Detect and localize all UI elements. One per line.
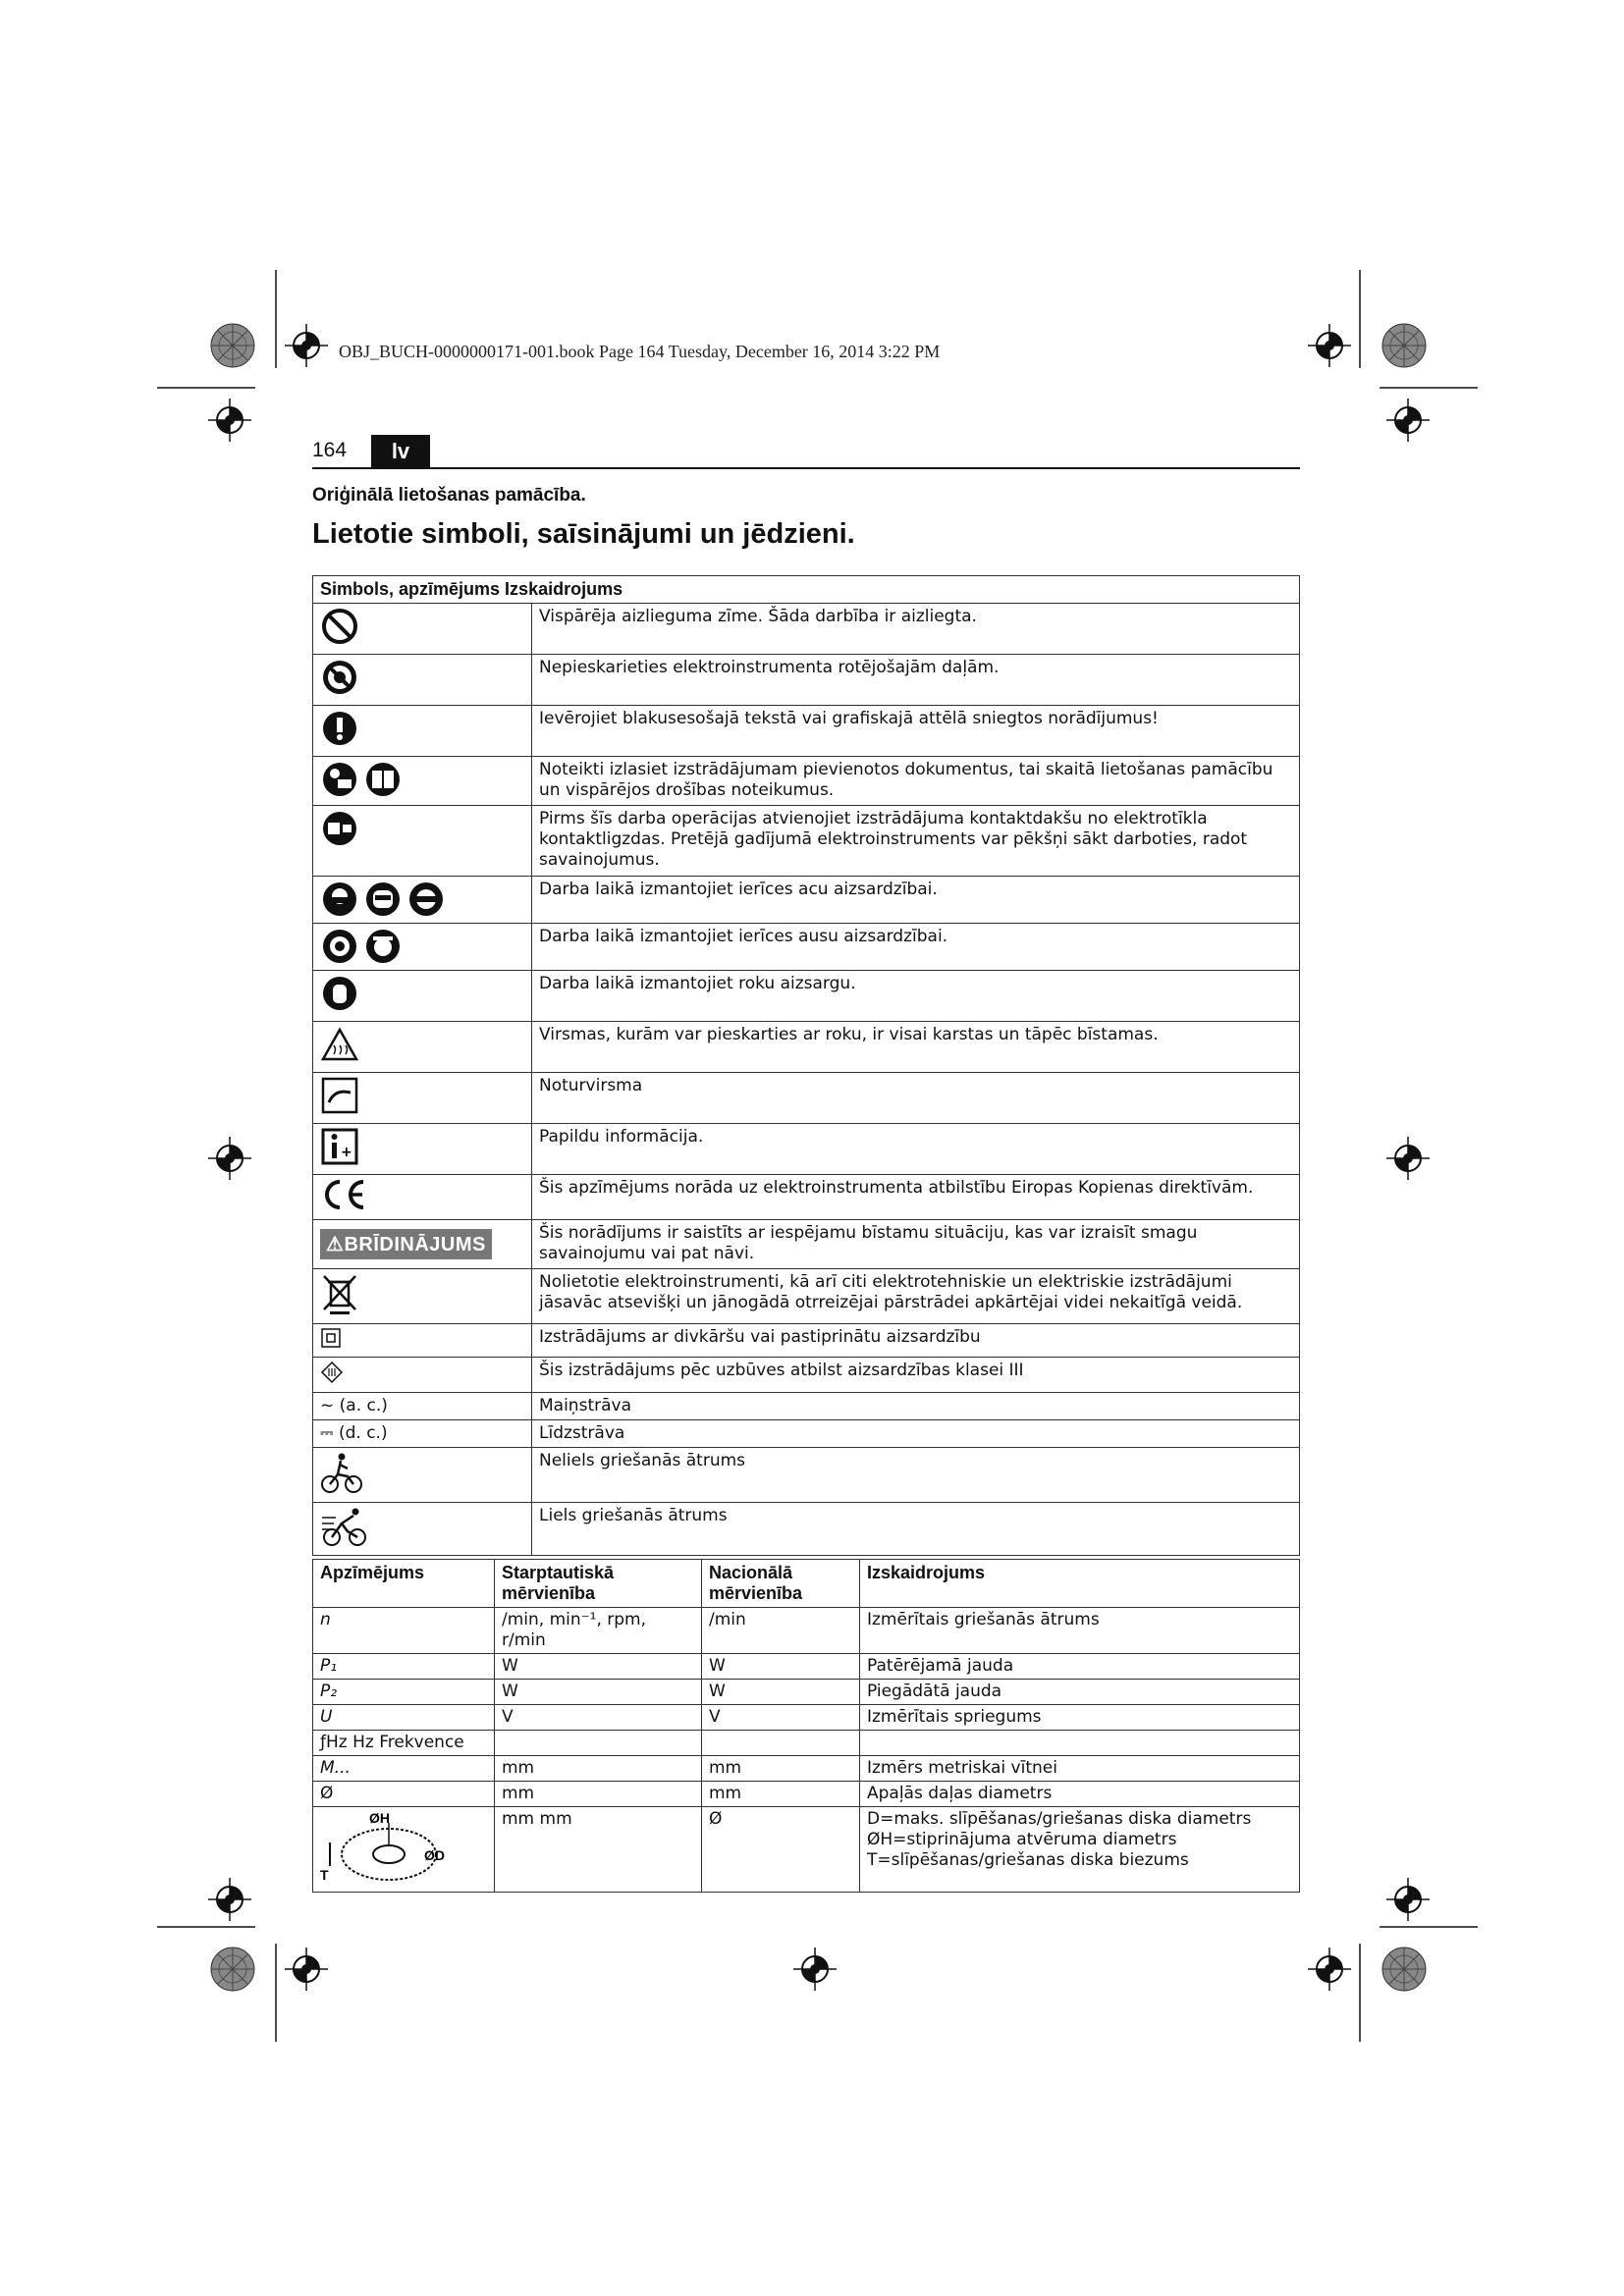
header-designation: Apzīmējums bbox=[313, 1560, 495, 1608]
table-row bbox=[313, 604, 1300, 655]
page-title: Lietotie simboli, saīsinājumi un jēdzieni. bbox=[312, 518, 855, 550]
face-shield-icon bbox=[363, 880, 403, 919]
rosette-mark bbox=[1382, 324, 1426, 367]
hot-surface-icon bbox=[320, 1025, 359, 1064]
description-cell: Vispārēja aizlieguma zīme. Šāda darbība ir aizliegta. bbox=[532, 604, 1300, 655]
description-cell: Izstrādājums ar divkāršu vai pastiprinātu aizsardzību bbox=[532, 1324, 1300, 1358]
symbol-cell bbox=[313, 1503, 532, 1556]
symbol-cell bbox=[313, 1358, 532, 1393]
table-row bbox=[313, 1608, 1300, 1654]
ear-muffs-icon bbox=[363, 927, 403, 966]
warning-badge: ⚠BRĪDINĀJUMS bbox=[320, 1229, 492, 1259]
target-mark bbox=[208, 1878, 251, 1921]
cell: mm bbox=[702, 1782, 860, 1807]
goggles-icon bbox=[406, 880, 446, 919]
file-info-line: OBJ_BUCH-0000000171-001.book Page 164 Tuesday, December 16, 2014 3:22 PM bbox=[339, 342, 941, 361]
grinding-disc-diagram bbox=[320, 1809, 458, 1884]
cell: mm bbox=[495, 1782, 702, 1807]
disc-explanation-cell bbox=[860, 1807, 1300, 1893]
cell: Izmērs metriskai vītnei bbox=[860, 1756, 1300, 1782]
disc-expl-line: D=maks. slīpēšanas/griešanas diska diametrs bbox=[867, 1809, 1252, 1829]
table-row bbox=[313, 1175, 1300, 1220]
no-touch-rotating-icon bbox=[320, 658, 359, 697]
symbol-cell bbox=[313, 1175, 532, 1220]
cell: ƒHz Hz Frekvence bbox=[313, 1731, 495, 1756]
description-cell: Noteikti izlasiet izstrādājumam pievienotos dokumentus, tai skaitā lietošanas pamācību un vispārējos drošības noteikumus. bbox=[532, 757, 1300, 806]
units-table bbox=[312, 1559, 1300, 1893]
description-cell: Šis apzīmējums norāda uz elektroinstrumenta atbilstību Eiropas Kopienas direktīvām. bbox=[532, 1175, 1300, 1220]
table-row bbox=[313, 1393, 1300, 1420]
disc-label-outer: ØD bbox=[424, 1847, 445, 1863]
table-row bbox=[313, 1073, 1300, 1124]
description-cell: Darba laikā izmantojiet ierīces acu aizsardzībai. bbox=[532, 877, 1300, 924]
units-table-header bbox=[313, 1560, 1300, 1608]
hand-protection-icon bbox=[320, 974, 359, 1013]
dc-symbol-cell: ⎓ (d. c.) bbox=[313, 1420, 532, 1448]
symbol-cell bbox=[313, 1269, 532, 1324]
description-cell: Nepieskarieties elektroinstrumenta rotējošajām daļām. bbox=[532, 655, 1300, 706]
table-row bbox=[313, 924, 1300, 971]
cell: mm mm bbox=[495, 1807, 702, 1893]
table-row bbox=[313, 1324, 1300, 1358]
description-cell: Līdzstrāva bbox=[532, 1420, 1300, 1448]
target-mark bbox=[1308, 324, 1351, 367]
cell: U bbox=[313, 1705, 495, 1731]
symbol-cell bbox=[313, 1324, 532, 1358]
table-row bbox=[313, 1358, 1300, 1393]
symbol-cell bbox=[313, 924, 532, 971]
disc-diagram-cell bbox=[313, 1807, 495, 1893]
symbol-cell bbox=[313, 604, 532, 655]
table-row bbox=[313, 1269, 1300, 1324]
table-row bbox=[313, 1756, 1300, 1782]
symbols-table-header bbox=[313, 576, 1300, 604]
description-cell: Neliels griešanās ātrums bbox=[532, 1448, 1300, 1503]
cell: Piegādātā jauda bbox=[860, 1680, 1300, 1705]
manual-book-icon bbox=[363, 760, 403, 799]
language-badge: lv bbox=[371, 435, 430, 467]
target-mark bbox=[1386, 1878, 1430, 1921]
table-row bbox=[313, 806, 1300, 877]
cell: Izmērītais spriegums bbox=[860, 1705, 1300, 1731]
table-row bbox=[313, 757, 1300, 806]
class-ii-icon bbox=[320, 1327, 342, 1349]
cell bbox=[495, 1731, 702, 1756]
description-cell: Ievērojiet blakusesošajā tekstā vai grafiskajā attēlā sniegtos norādījumus! bbox=[532, 706, 1300, 757]
read-manual-icon bbox=[320, 760, 359, 799]
table-row bbox=[313, 1448, 1300, 1503]
table-row bbox=[313, 1420, 1300, 1448]
rosette-mark bbox=[211, 324, 254, 367]
prohibition-icon bbox=[320, 607, 359, 646]
symbol-cell bbox=[313, 1124, 532, 1175]
cell: /min bbox=[702, 1608, 860, 1654]
table-row bbox=[313, 1680, 1300, 1705]
cell: W bbox=[495, 1654, 702, 1680]
description-cell: Maiņstrāva bbox=[532, 1393, 1300, 1420]
info-icon bbox=[320, 1127, 359, 1166]
high-speed-icon bbox=[320, 1506, 369, 1547]
cell: V bbox=[495, 1705, 702, 1731]
description-cell: Nolietotie elektroinstrumenti, kā arī citi elektrotehniskie un elektriskie izstrādājumi jāsavāc atsevišķi un jānogādā otrreizējai pārstrādei apkārtējai videi nekaitīgā veidā. bbox=[532, 1269, 1300, 1324]
cell: Ø bbox=[313, 1782, 495, 1807]
symbol-cell bbox=[313, 706, 532, 757]
target-mark bbox=[208, 1137, 251, 1180]
symbol-cell bbox=[313, 1448, 532, 1503]
table-row bbox=[313, 1807, 1300, 1893]
cell: W bbox=[495, 1680, 702, 1705]
cell: P₁ bbox=[313, 1654, 495, 1680]
symbol-cell bbox=[313, 1073, 532, 1124]
table-row bbox=[313, 1022, 1300, 1073]
unplug-icon bbox=[320, 809, 359, 848]
table-row bbox=[313, 1705, 1300, 1731]
eye-protection-icon bbox=[320, 880, 359, 919]
ce-mark-icon bbox=[320, 1178, 367, 1211]
symbol-cell bbox=[313, 757, 532, 806]
symbol-cell bbox=[313, 655, 532, 706]
description-cell: Liels griešanās ātrums bbox=[532, 1503, 1300, 1556]
slow-speed-icon bbox=[320, 1451, 363, 1494]
cell: mm bbox=[702, 1756, 860, 1782]
table-row bbox=[313, 877, 1300, 924]
symbol-cell bbox=[313, 971, 532, 1022]
table-row bbox=[313, 1220, 1300, 1269]
cell: W bbox=[702, 1654, 860, 1680]
page-number: 164 bbox=[312, 439, 348, 461]
target-mark bbox=[793, 1948, 837, 1991]
cell bbox=[702, 1731, 860, 1756]
cell: mm bbox=[495, 1756, 702, 1782]
disc-label-thickness: T bbox=[320, 1867, 329, 1883]
cell: Ø bbox=[702, 1807, 860, 1893]
svg-text:+: + bbox=[341, 1145, 352, 1160]
target-mark bbox=[285, 1948, 328, 1991]
header-national-unit: Nacionālā mērvienība bbox=[702, 1560, 860, 1608]
target-mark bbox=[285, 324, 328, 367]
rosette-mark bbox=[1382, 1948, 1426, 1991]
warning-badge-text: BRĪDINĀJUMS bbox=[344, 1234, 486, 1255]
attention-icon bbox=[320, 709, 359, 748]
table-row bbox=[313, 1654, 1300, 1680]
cell: W bbox=[702, 1680, 860, 1705]
description-cell: Šis izstrādājums pēc uzbūves atbilst aizsardzības klasei III bbox=[532, 1358, 1300, 1393]
description-cell: Papildu informācija. bbox=[532, 1124, 1300, 1175]
symbol-cell bbox=[313, 806, 532, 877]
description-cell: Darba laikā izmantojiet roku aizsargu. bbox=[532, 971, 1300, 1022]
table-row bbox=[313, 1782, 1300, 1807]
description-cell: Darba laikā izmantojiet ierīces ausu aizsardzībai. bbox=[532, 924, 1300, 971]
cell bbox=[860, 1731, 1300, 1756]
cell: /min, min⁻¹, rpm, r/min bbox=[495, 1608, 702, 1654]
table-row bbox=[313, 1503, 1300, 1556]
target-mark bbox=[1386, 399, 1430, 442]
disc-expl-line: ØH=stiprinājuma atvēruma diametrs bbox=[867, 1830, 1177, 1849]
symbols-header-cell: Simbols, apzīmējums Izskaidrojums bbox=[313, 576, 1300, 604]
cell: Izmērītais griešanās ātrums bbox=[860, 1608, 1300, 1654]
page-subtitle: Oriģinālā lietošanas pamācība. bbox=[312, 485, 586, 506]
symbol-cell bbox=[313, 877, 532, 924]
disc-expl-line: T=slīpēšanas/griešanas diska biezums bbox=[867, 1850, 1189, 1870]
ac-symbol-cell: ~ (a. c.) bbox=[313, 1393, 532, 1420]
description-cell: Virsmas, kurām var pieskarties ar roku, ir visai karstas un tāpēc bīstamas. bbox=[532, 1022, 1300, 1073]
table-row bbox=[313, 971, 1300, 1022]
cell: M... bbox=[313, 1756, 495, 1782]
cell: Patērējamā jauda bbox=[860, 1654, 1300, 1680]
description-cell: Pirms šīs darba operācijas atvienojiet izstrādājuma kontaktdakšu no elektrotīkla kontaktligzdas. Pretējā gadījumā elektroinstruments var pēkšņi sākt darboties, radot savainojumus. bbox=[532, 806, 1300, 877]
header-explanation: Izskaidrojums bbox=[860, 1560, 1300, 1608]
target-mark bbox=[208, 399, 251, 442]
weee-bin-icon bbox=[320, 1272, 359, 1315]
grip-surface-icon bbox=[320, 1076, 359, 1115]
class-iii-icon bbox=[320, 1361, 344, 1384]
cell: n bbox=[313, 1608, 495, 1654]
table-row bbox=[313, 706, 1300, 757]
symbol-cell bbox=[313, 1022, 532, 1073]
cell: V bbox=[702, 1705, 860, 1731]
header-intl-unit: Starptautiskā mērvienība bbox=[495, 1560, 702, 1608]
target-mark bbox=[1386, 1137, 1430, 1180]
cell: Apaļās daļas diametrs bbox=[860, 1782, 1300, 1807]
cell: P₂ bbox=[313, 1680, 495, 1705]
description-cell: Noturvirsma bbox=[532, 1073, 1300, 1124]
table-row bbox=[313, 1124, 1300, 1175]
symbols-table bbox=[312, 575, 1300, 1556]
rosette-mark bbox=[211, 1948, 254, 1991]
symbol-cell bbox=[313, 1220, 532, 1269]
target-mark bbox=[1308, 1948, 1351, 1991]
ear-protection-icon bbox=[320, 927, 359, 966]
table-row bbox=[313, 1731, 1300, 1756]
table-row bbox=[313, 655, 1300, 706]
disc-label-hole: ØH bbox=[369, 1810, 390, 1826]
header-rule bbox=[312, 467, 1300, 469]
description-cell: Šis norādījums ir saistīts ar iespējamu bīstamu situāciju, kas var izraisīt smagu savainojumu vai pat nāvi. bbox=[532, 1220, 1300, 1269]
